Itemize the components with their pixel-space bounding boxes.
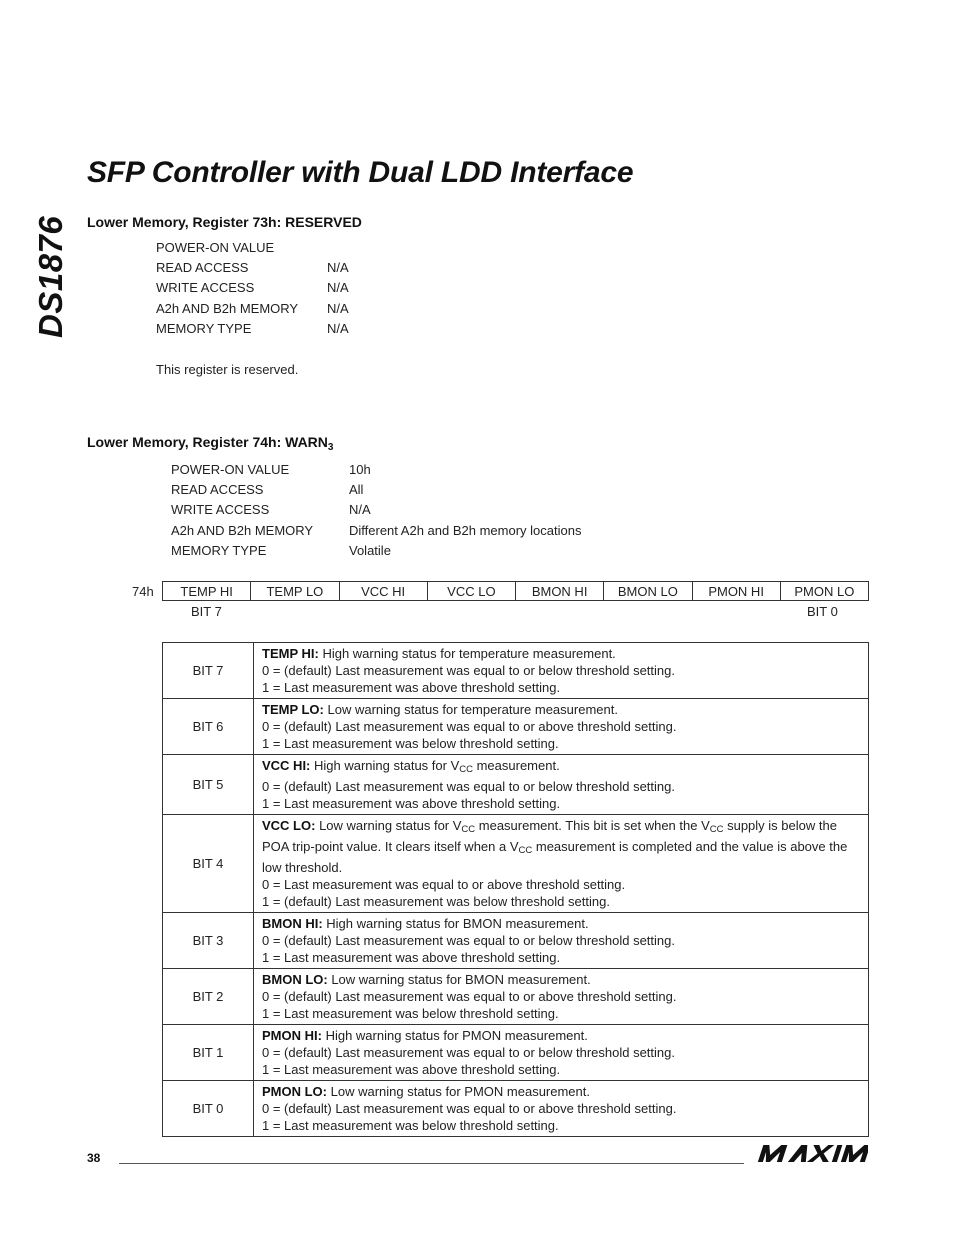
prop-key: A2h AND B2h MEMORY [171,522,314,538]
bit-description-table [162,642,869,1137]
prop-key: WRITE ACCESS [171,502,270,518]
bit-map [162,581,869,601]
bit-field: BMON HI [515,582,603,600]
bit-number: BIT 2 [163,969,254,1025]
bit-number: BIT 4 [163,815,254,913]
bit-description [254,699,869,755]
bit-value-line: 0 = (default) Last measurement was equal to or below threshold setting. [262,663,675,678]
reg73-prop-row [156,299,416,319]
table-row [163,913,869,969]
bit-value-line: 1 = Last measurement was below threshold setting. [262,1006,559,1021]
bit-field: TEMP LO [250,582,338,600]
table-row [163,1025,869,1081]
prop-value: N/A [327,260,349,276]
table-row [163,643,869,699]
bit-value-line: 1 = (default) Last measurement was below threshold setting. [262,894,610,909]
bit-field: PMON LO [780,582,868,600]
prop-value: All [349,482,364,498]
reg74-heading-text: Lower Memory, Register 74h: WARN [87,434,328,450]
bit-name: PMON HI: [262,1028,322,1043]
reg73-note: This register is reserved. [156,362,299,377]
bit-name: TEMP LO: [262,702,324,717]
bit-value-line: 1 = Last measurement was above threshold setting. [262,1062,561,1077]
bit-field: VCC LO [427,582,515,600]
lsb-label: BIT 0 [807,604,838,619]
bit-summary: measurement. This bit is set when the V [475,818,710,833]
bit-summary: Low warning status for temperature measurement. [323,702,618,717]
bit-summary: High warning status for PMON measurement. [321,1028,588,1043]
prop-key: MEMORY TYPE [171,542,267,558]
bit-summary: supply is below the POA trip-point value. It clears itself when a V [262,818,837,854]
bit-description [254,755,869,815]
reg73-prop-row [156,319,416,339]
subscript: CC [459,764,473,775]
bit-description [254,1025,869,1081]
reg74-prop-row [171,500,651,520]
page-number: 38 [87,1151,101,1165]
bit-value-line: 0 = (default) Last measurement was equal to or below threshold setting. [262,933,675,948]
bit-description [254,1081,869,1137]
prop-value: 10h [349,462,371,477]
bit-summary: High warning status for V [310,758,460,773]
bit-name: BMON LO: [262,972,328,987]
reg74-prop-row [171,480,651,500]
bit-value-line: 1 = Last measurement was below threshold setting. [262,1118,559,1133]
maxim-logo [756,1143,868,1165]
bit-number: BIT 3 [163,913,254,969]
side-part-number: DS1876 [32,215,69,338]
bit-name: TEMP HI: [262,646,319,661]
bit-value-line: 0 = (default) Last measurement was equal to or below threshold setting. [262,1045,675,1060]
prop-value: N/A [327,280,349,296]
document-title: SFP Controller with Dual LDD Interface [87,156,634,189]
bit-description [254,913,869,969]
prop-key: A2h AND B2h MEMORY [156,300,299,316]
table-row [163,815,869,913]
bit-field: BMON LO [603,582,691,600]
reg73-prop-row [156,278,416,298]
bit-description [254,815,869,913]
reg74-prop-row [171,460,651,480]
register-address: 74h [132,584,154,599]
bit-summary: measurement. [472,758,560,773]
bit-summary: High warning status for temperature measurement. [318,646,616,661]
bit-summary: High warning status for BMON measurement. [322,916,589,931]
bit-summary: Low warning status for BMON measurement. [327,972,591,987]
bit-number: BIT 0 [163,1081,254,1137]
bit-field: VCC HI [339,582,427,600]
bit-field: TEMP HI [180,583,233,599]
prop-value: Volatile [349,542,391,558]
bit-value-line: 0 = (default) Last measurement was equal to or above threshold setting. [262,989,677,1004]
prop-key: POWER-ON VALUE [156,240,275,255]
bit-name: VCC LO: [262,818,316,833]
bit-number: BIT 5 [163,755,254,815]
bit-summary: measurement is completed and the value is above the low threshold. [262,839,848,875]
bit-summary: Low warning status for PMON measurement. [327,1084,590,1099]
footer-divider [119,1163,744,1164]
prop-key: POWER-ON VALUE [171,462,290,477]
prop-key: MEMORY TYPE [156,320,252,336]
bit-name: VCC HI: [262,758,311,773]
subscript: CC [461,824,476,835]
bit-name: PMON LO: [262,1084,327,1099]
reg74-prop-row [171,541,651,561]
prop-value: N/A [327,320,349,336]
reg73-properties [156,238,416,339]
reg73-prop-row [156,258,416,278]
reg74-prop-row [171,521,651,541]
reg73-heading: Lower Memory, Register 73h: RESERVED [87,214,362,230]
bit-value-line: 1 = Last measurement was above threshold setting. [262,796,561,811]
bit-value-line: 0 = (default) Last measurement was equal to or above threshold setting. [262,1101,677,1116]
subscript: CC [709,824,724,835]
bit-value-line: 0 = (default) Last measurement was equal to or below threshold setting. [262,779,675,794]
bit-value-line: 0 = (default) Last measurement was equal to or above threshold setting. [262,719,677,734]
bit-number: BIT 6 [163,699,254,755]
reg74-heading-subscript: 3 [327,442,334,453]
bit-number: BIT 1 [163,1025,254,1081]
msb-label: BIT 7 [191,604,222,619]
bit-name: BMON HI: [262,916,323,931]
bit-value-line: 1 = Last measurement was below threshold setting. [262,736,559,751]
bit-field: PMON HI [692,582,780,600]
bit-value-line: 1 = Last measurement was above threshold setting. [262,950,561,965]
table-row [163,755,869,815]
reg74-heading [87,434,333,453]
bit-description [254,969,869,1025]
bit-number: BIT 7 [163,643,254,699]
bit-value-line: 1 = Last measurement was above threshold setting. [262,680,561,695]
table-row [163,969,869,1025]
bit-value-line: 0 = Last measurement was equal to or above threshold setting. [262,877,626,892]
prop-key: READ ACCESS [171,482,264,498]
reg73-prop-row [156,238,416,258]
prop-value: N/A [349,502,371,518]
subscript: CC [518,845,533,856]
bit-summary: Low warning status for V [315,818,462,833]
prop-key: WRITE ACCESS [156,280,255,296]
table-row [163,699,869,755]
prop-value: N/A [327,300,349,316]
table-row [163,1081,869,1137]
bit-description [254,643,869,699]
reg74-properties [171,460,651,561]
prop-value: Different A2h and B2h memory locations [349,522,582,538]
prop-key: READ ACCESS [156,260,249,276]
